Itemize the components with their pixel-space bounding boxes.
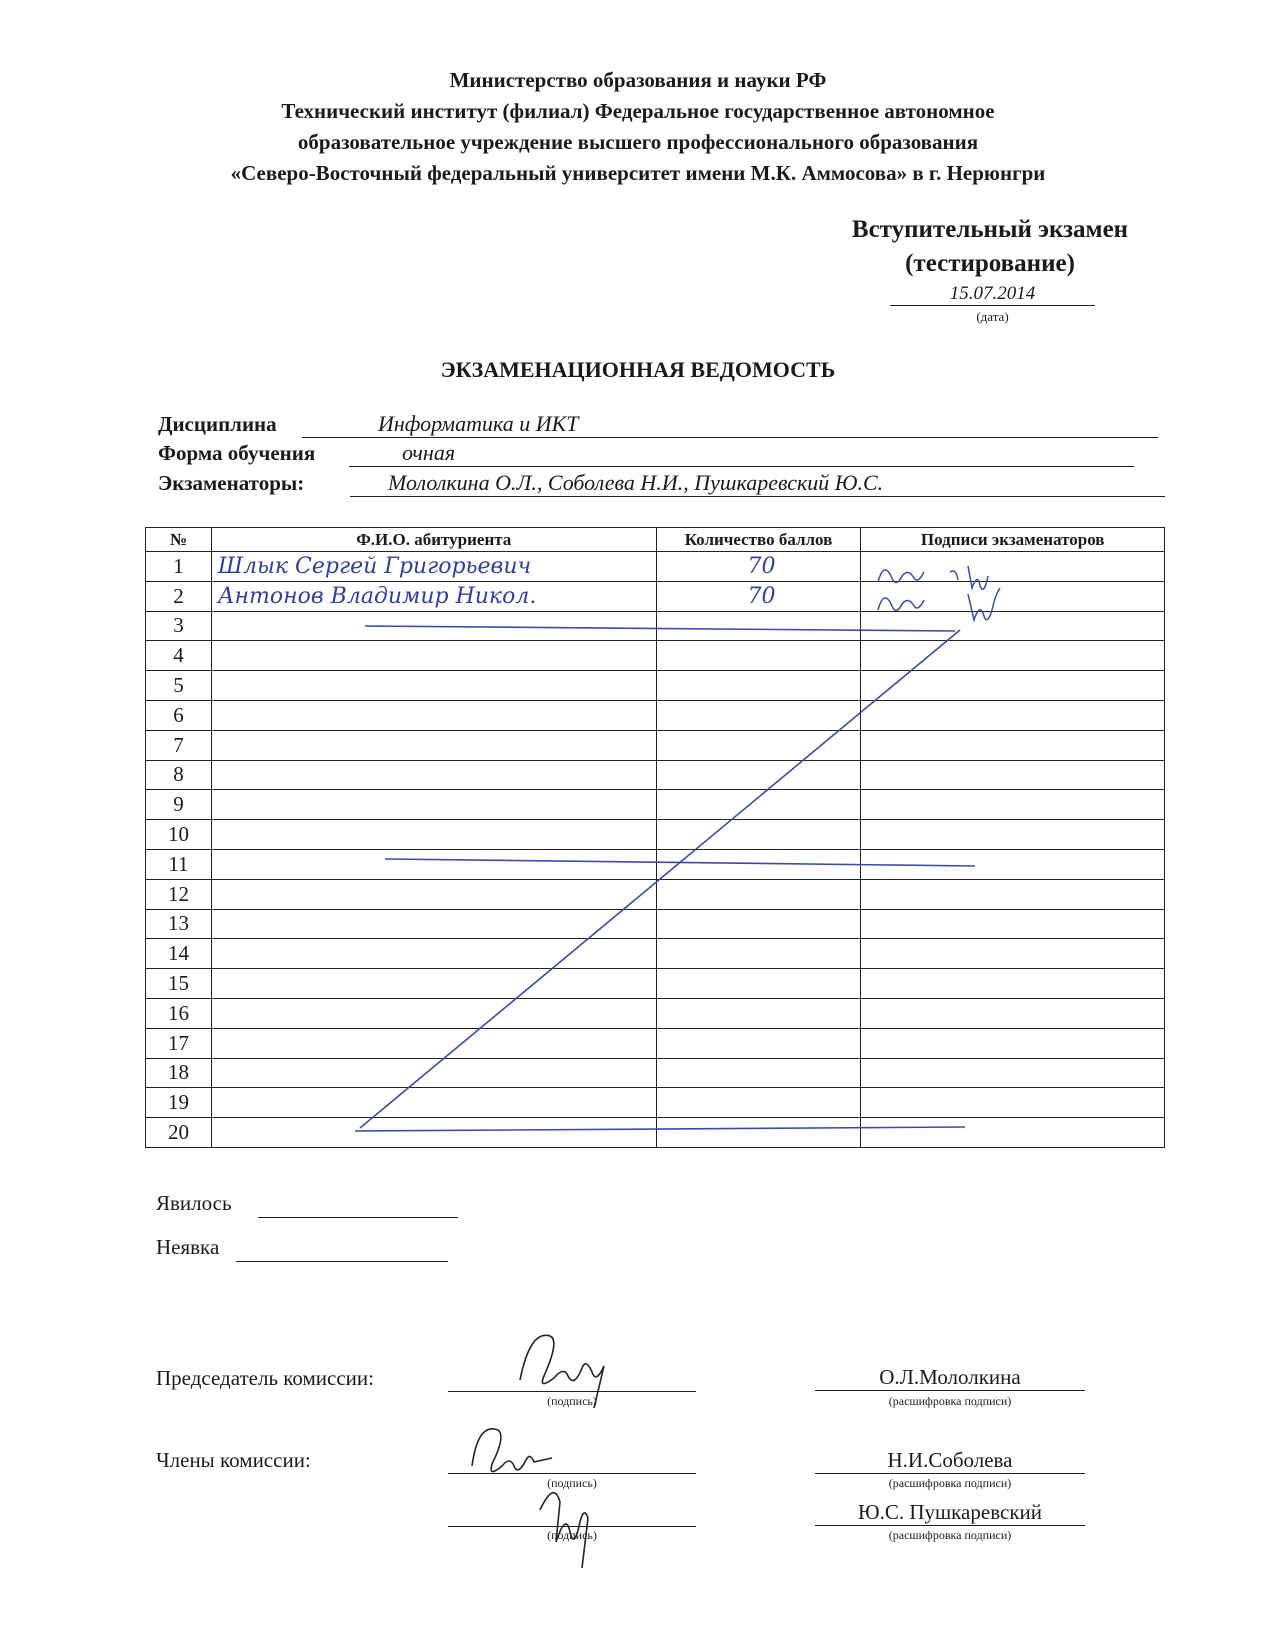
institution-type-line: образовательное учреждение высшего профессионального образования: [297, 130, 979, 154]
examiners-label: Экзаменаторы:: [158, 471, 305, 495]
member2-sign-caption: (подпись): [547, 1528, 597, 1542]
study-form-label: Форма обучения: [158, 441, 316, 465]
member2-signature: [540, 1493, 588, 1568]
member2-name: Ю.С. Пушкаревский: [815, 1500, 1085, 1526]
applicant-name-cell: Антонов Владимир Никол.: [211, 581, 656, 611]
row-number: 12: [146, 879, 212, 909]
row-number: 11: [146, 849, 212, 879]
absent-label: Неявка: [156, 1235, 220, 1259]
chair-label: Председатель комиссии:: [156, 1366, 374, 1390]
exam-date: 15.07.2014: [890, 283, 1095, 306]
chair-signature: [520, 1335, 604, 1408]
row-number: 6: [146, 700, 212, 730]
row-number: 17: [146, 1028, 212, 1058]
university-line: «Северо-Восточный федеральный университет имени М.К. Аммосова» в г. Нерюнгри: [230, 161, 1046, 185]
ministry-line: Министерство образования и науки РФ: [449, 68, 827, 92]
present-label: Явилось: [156, 1191, 232, 1215]
discipline-value: Информатика и ИКТ: [378, 411, 579, 436]
institute-line: Технический институт (филиал) Федеральное государственное автономное: [281, 99, 995, 123]
row-number: 1: [146, 552, 212, 582]
date-caption: (дата): [976, 309, 1009, 324]
row-number: 20: [146, 1118, 212, 1148]
row-number: 15: [146, 969, 212, 999]
score-cell: 70: [656, 552, 861, 582]
row-number: 5: [146, 671, 212, 701]
member1-name: Н.И.Соболева: [815, 1448, 1085, 1474]
applicant-name-cell: Шлык Сергей Григорьевич: [211, 552, 656, 582]
row-number: 4: [146, 641, 212, 671]
chair-decode-caption: (расшифровка подписи): [888, 1394, 1012, 1408]
member1-signature: [472, 1429, 552, 1472]
row-number: 13: [146, 909, 212, 939]
exam-title: Вступительный экзамен: [851, 216, 1129, 243]
header-number: №: [146, 528, 212, 552]
row-number: 8: [146, 760, 212, 790]
row-number: 3: [146, 611, 212, 641]
header-applicant-name: Ф.И.О. абитуриента: [211, 528, 656, 552]
members-label: Члены комиссии:: [156, 1448, 311, 1472]
discipline-label: Дисциплина: [158, 412, 277, 436]
row-number: 10: [146, 820, 212, 850]
exam-subtitle: (тестирование): [905, 250, 1075, 277]
header-score: Количество баллов: [656, 528, 861, 552]
row-number: 16: [146, 998, 212, 1028]
member1-decode-caption: (расшифровка подписи): [888, 1476, 1012, 1490]
member2-decode-caption: (расшифровка подписи): [888, 1528, 1012, 1542]
row-number: 2: [146, 581, 212, 611]
examiners-value: Мололкина О.Л., Соболева Н.И., Пушкаревский Ю.С.: [388, 470, 884, 495]
document-title: ЭКЗАМЕНАЦИОННАЯ ВЕДОМОСТЬ: [440, 357, 836, 382]
row-number: 19: [146, 1088, 212, 1118]
chair-sign-caption: (подпись): [547, 1394, 597, 1408]
row-number: 7: [146, 730, 212, 760]
header-examiner-signatures: Подписи экзаменаторов: [861, 528, 1165, 552]
chair-name: О.Л.Мололкина: [815, 1365, 1085, 1391]
member1-sign-caption: (подпись): [547, 1476, 597, 1490]
score-cell: 70: [656, 581, 861, 611]
study-form-value: очная: [402, 440, 456, 465]
row-number: 18: [146, 1058, 212, 1088]
row-number: 9: [146, 790, 212, 820]
row-number: 14: [146, 939, 212, 969]
